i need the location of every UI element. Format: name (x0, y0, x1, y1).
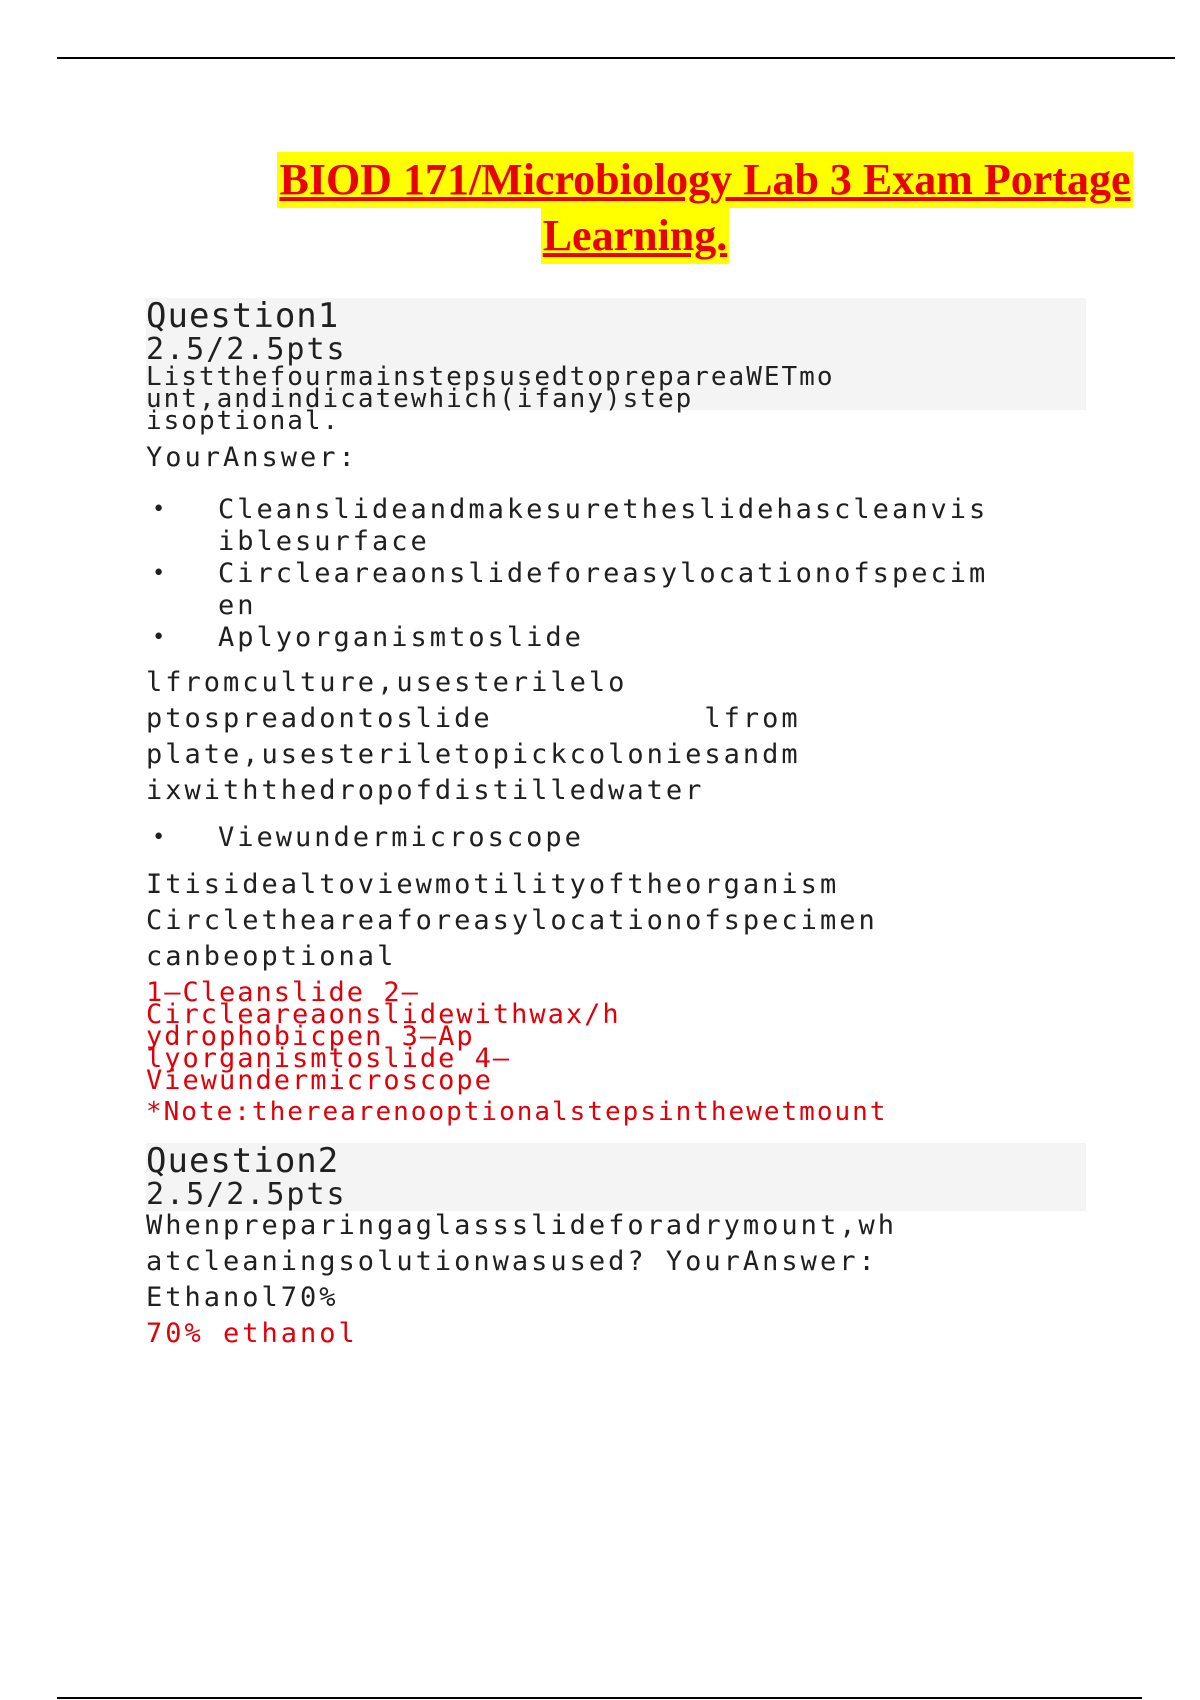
question-2-correct-answer: 70% ethanol (146, 1318, 358, 1349)
bullet-icon: • (152, 497, 169, 522)
title-line-2: Learning. (541, 208, 730, 264)
list-item: • Cleanslideandmakesuretheslidehascleanvis iblesurface (152, 494, 989, 557)
title-line-1: BIOD 171/Microbiology Lab 3 Exam Portage (277, 152, 1132, 208)
list-item: • Aplyorganismtoslide (152, 622, 584, 653)
bullet-icon: • (152, 625, 169, 650)
list-item: • Circleareaonslideforeasylocationofspecim en (152, 558, 989, 621)
bullet-icon: • (152, 561, 169, 586)
question-1-correct-answer: 1–Cleanslide 2– Circleareaonslidewithwax/h ydrophobicpen 3–Ap lyorganismtoslide 4– Viewundermicroscope (146, 977, 621, 1096)
question-1-answer-bullet-last (146, 822, 584, 854)
question-2-title: Question2 (146, 1141, 340, 1181)
question-1-correct-note: *Note:therearenooptionalstepsinthewetmount (146, 1097, 888, 1127)
question-1-text-line-3: isoptional. (146, 406, 341, 436)
question-2-points: 2.5/2.5pts (146, 1177, 347, 1212)
question-1-answer-bullets (146, 494, 988, 654)
question-1-text-line-2: unt,andindicatewhich(ifany)step (146, 384, 694, 414)
question-1-text-line-1: ListthefourmainstepsusedtoprepareaWETmo (146, 362, 835, 392)
top-rule (57, 57, 1175, 59)
question-1 (146, 296, 835, 436)
question-1-answer-notes: Itisidealtoviewmotilityoftheorganism Circletheareaforeasylocationofspecimen canbeoptional (146, 869, 878, 972)
list-item: • Viewundermicroscope (152, 822, 584, 853)
question-2-text: Whenpreparingaglassslideforadrymount,wh atcleaningsolutionwasused? YourAnswer: Ethanol70% (146, 1208, 897, 1316)
document-title (120, 152, 1150, 264)
question-1-answer-paragraph: lfromculture,usesterilelo ptospreadontoslide lfrom plate,usesteriletopickcoloniesandm ixwiththedropofdistilledwater (146, 667, 801, 806)
question-2 (146, 1143, 347, 1211)
question-1-title: Question1 (146, 296, 340, 336)
question-2-your-answer: Ethanol70% (146, 1282, 339, 1313)
question-1-your-answer-label: YourAnswer: (146, 442, 358, 473)
bullet-icon: • (152, 825, 169, 850)
bottom-rule (57, 1697, 1142, 1699)
question-1-points: 2.5/2.5pts (146, 332, 347, 367)
